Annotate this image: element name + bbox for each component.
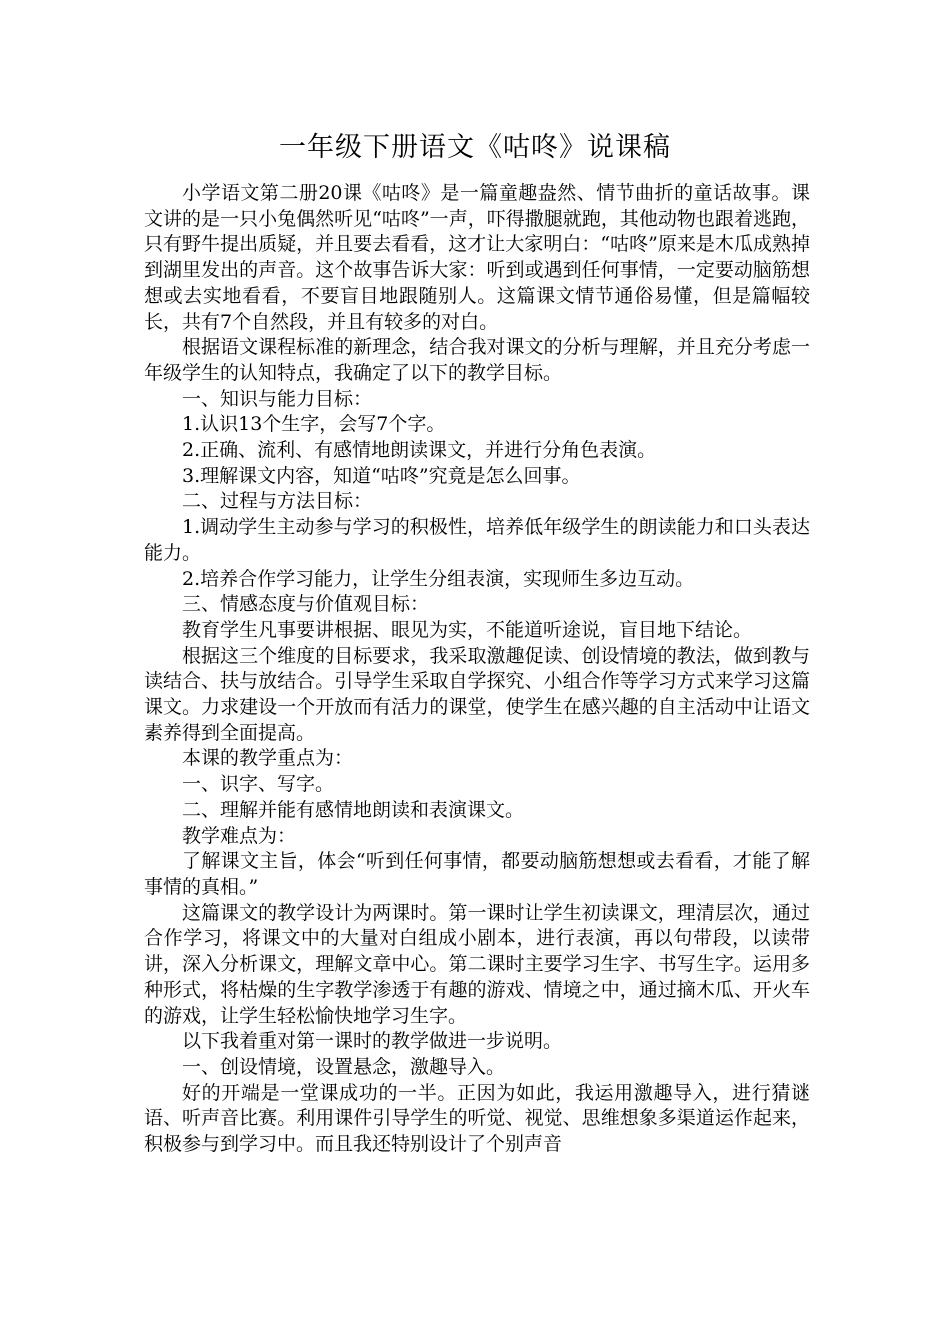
paragraph: 好的开端是一堂课成功的一半。正因为如此，我运用激趣导入，进行猜谜语、听声音比赛。利用课件引导学生的听觉、视觉、思维想象多渠道运作起来，积极参与到学习中。而且我还特别设计了个别声音	[144, 1081, 810, 1156]
paragraph: 教学难点为：	[182, 824, 297, 847]
list-item: 1.调动学生主动参与学习的积极性，培养低年级学生的朗读能力和口头表达能力。	[144, 516, 810, 564]
list-item: 3.理解课文内容，知道“咕咚”究竟是怎么回事。	[182, 464, 581, 487]
list-item: 二、理解并能有感情地朗读和表演课文。	[182, 798, 525, 821]
paragraph: 本课的教学重点为：	[182, 747, 354, 770]
section-heading: 三、情感态度与价值观目标：	[182, 593, 430, 616]
paragraph: 教育学生凡事要讲根据、眼见为实，不能道听途说，盲目地下结论。	[182, 618, 753, 641]
paragraph: 了解课文主旨，体会“听到任何事情，都要动脑筋想想或去看看，才能了解事情的真相。”	[144, 850, 810, 898]
section-heading: 一、知识与能力目标：	[182, 387, 373, 410]
paragraph: 根据语文课程标准的新理念，结合我对课文的分析与理解，并且充分考虑一年级学生的认知特点，我确定了以下的教学目标。	[144, 336, 810, 384]
paragraph: 这篇课文的教学设计为两课时。第一课时让学生初读课文，理清层次，通过合作学习，将课文中的大量对白组成小剧本，进行表演，再以句带段，以读带讲，深入分析课文，理解文章中心。第二课时主要学习生字、书写生字。运用多种形式，将枯燥的生字教学渗透于有趣的游戏、情境之中，通过摘木瓜、开火车的游戏，让学生轻松愉快地学习生字。	[144, 901, 810, 1027]
list-item: 1.认识13个生字，会写7个字。	[182, 413, 446, 436]
document-title: 一年级下册语文《咕咚》说课稿	[279, 132, 671, 163]
list-item: 2.正确、流利、有感情地朗读课文，并进行分角色表演。	[182, 439, 657, 462]
list-item: 一、识字、写字。	[182, 773, 335, 796]
section-heading: 一、创设情境，设置悬念，激趣导入。	[182, 1055, 506, 1078]
list-item: 2.培养合作学习能力，让学生分组表演，实现师生多边互动。	[182, 567, 695, 590]
paragraph: 以下我着重对第一课时的教学做进一步说明。	[182, 1030, 563, 1053]
section-heading: 二、过程与方法目标：	[182, 490, 373, 513]
paragraph: 小学语文第二册20课《咕咚》是一篇童趣盎然、情节曲折的童话故事。课文讲的是一只小兔偶然听见“咕咚”一声，吓得撒腿就跑，其他动物也跟着逃跑，只有野牛提出质疑，并且要去看看，这才让大家明白：“咕咚”原来是木瓜成熟掉到湖里发出的声音。这个故事告诉大家：听到或遇到任何事情，一定要动脑筋想想或去实地看看，不要盲目地跟随别人。这篇课文情节通俗易懂，但是篇幅较长，共有7个自然段，并且有较多的对白。	[144, 182, 810, 333]
document-body	[144, 181, 810, 1158]
paragraph: 根据这三个维度的目标要求，我采取激趣促读、创设情境的教法，做到教与读结合、扶与放结合。引导学生采取自学探究、小组合作等学习方式来学习这篇课文。力求建设一个开放而有活力的课堂，使学生在感兴趣的自主活动中让语文素养得到全面提高。	[144, 644, 810, 744]
